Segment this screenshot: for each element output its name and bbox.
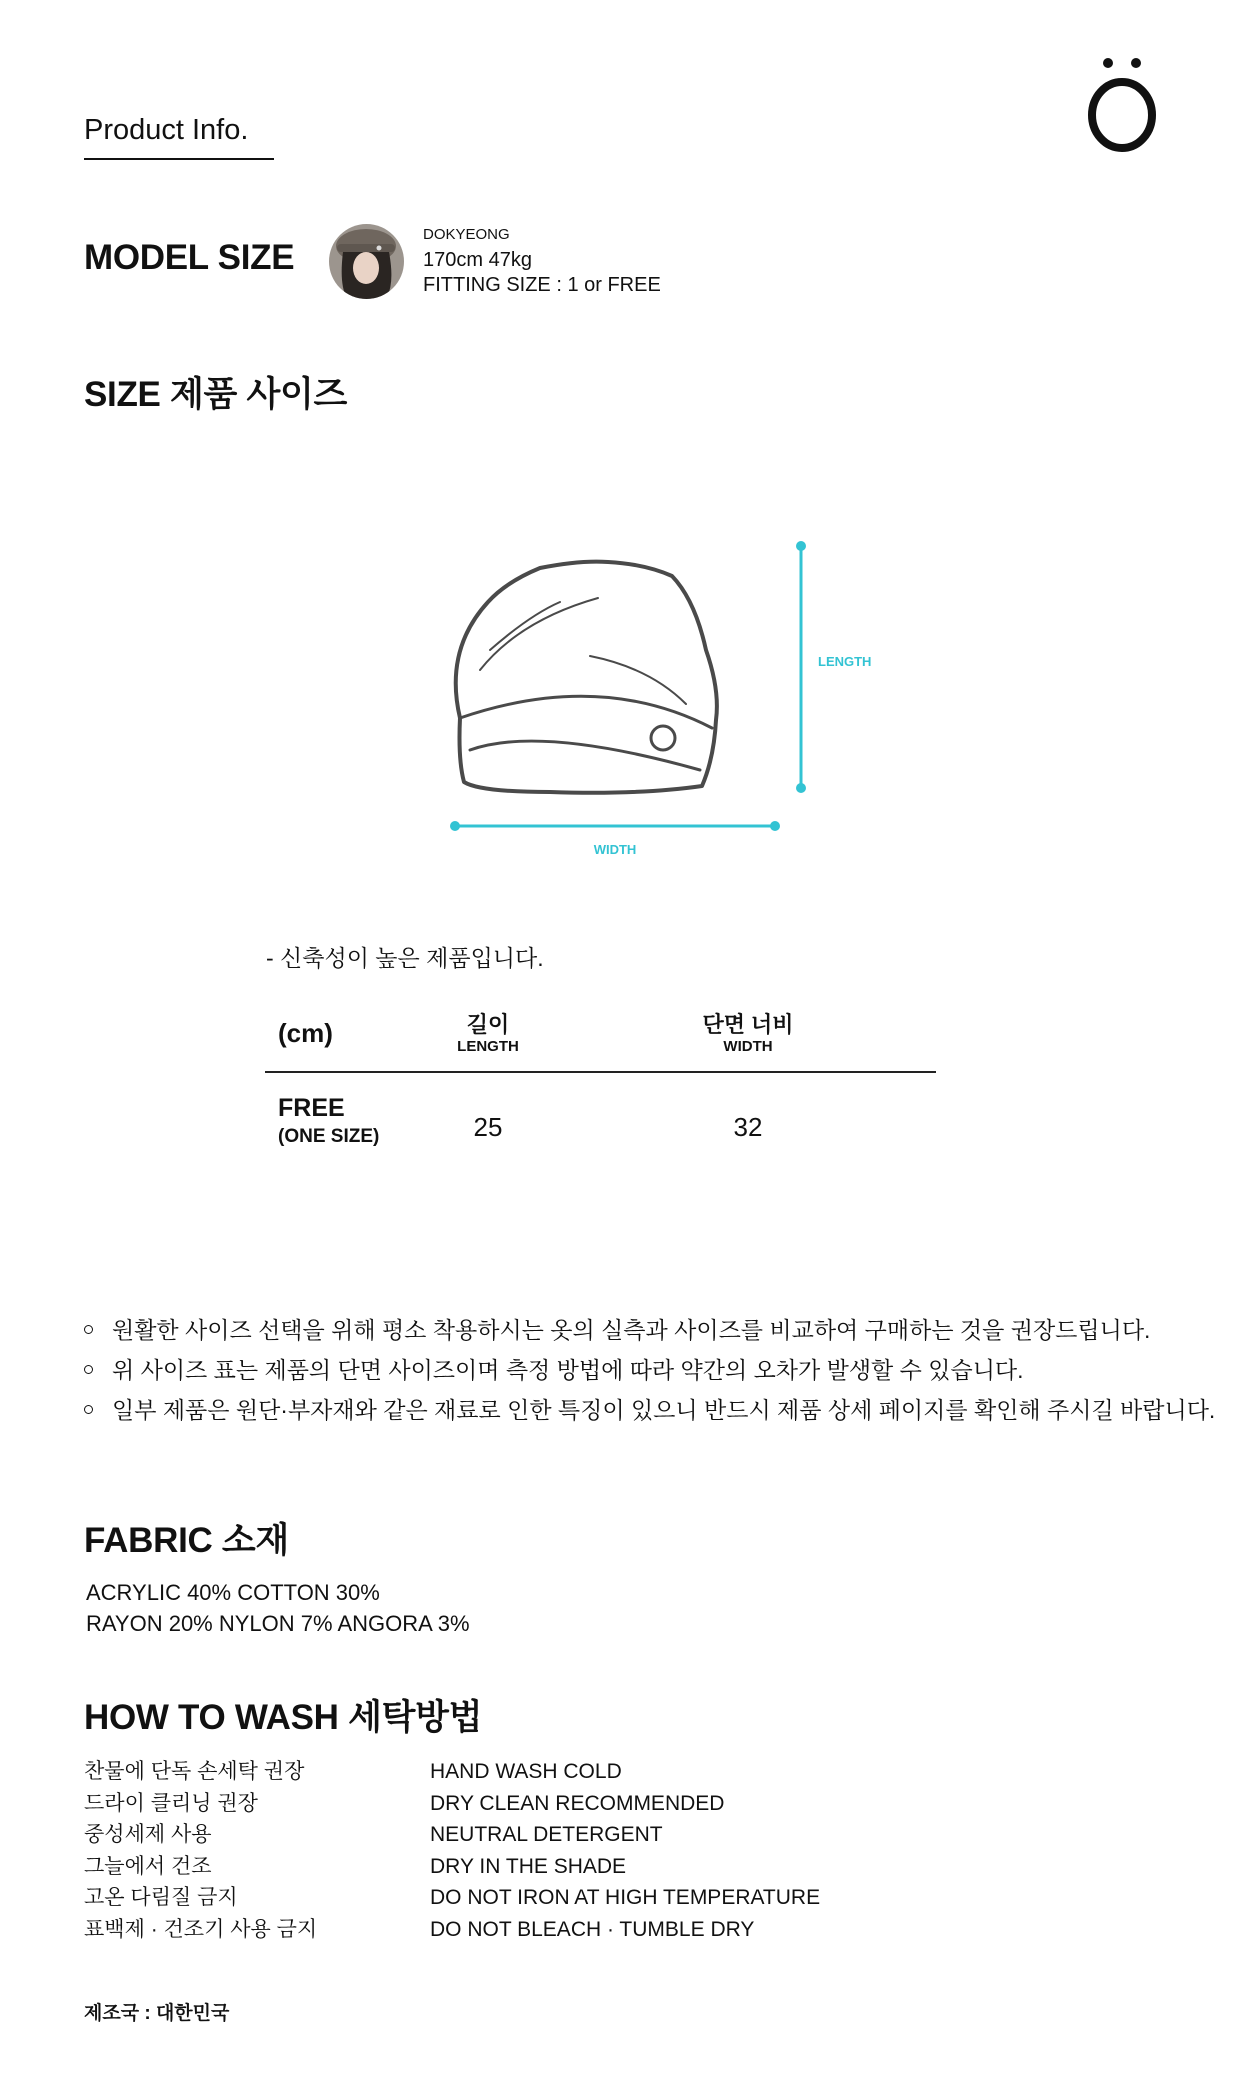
size-row-sublabel: (ONE SIZE) xyxy=(278,1126,380,1147)
length-header-kr: 길이 xyxy=(466,1012,510,1037)
list-item: 드라이 클리닝 권장 xyxy=(84,1791,258,1815)
length-value: 25 xyxy=(473,1112,503,1142)
width-value: 32 xyxy=(733,1112,763,1142)
note-text: 위 사이즈 표는 제품의 단면 사이즈이며 측정 방법에 따라 약간의 오차가 발생할 수 있습니다. xyxy=(112,1357,1024,1383)
page-title: Product Info. xyxy=(84,114,249,146)
model-name: DOKYEONG xyxy=(423,226,510,243)
width-header-en: WIDTH xyxy=(723,1038,773,1055)
list-item: 고온 다림질 금지 xyxy=(84,1886,238,1909)
model-photo xyxy=(329,224,404,299)
list-item: NEUTRAL DETERGENT xyxy=(430,1823,663,1846)
fabric-composition: RAYON 20% NYLON 7% ANGORA 3% xyxy=(86,1611,470,1636)
title-underline xyxy=(84,158,274,160)
model-avatar xyxy=(329,224,404,299)
beanie-illustration xyxy=(456,562,717,793)
list-item xyxy=(84,1310,1224,1350)
table-unit-header: (cm) xyxy=(278,1018,333,1048)
model-fitting-size: FITTING SIZE : 1 or FREE xyxy=(423,274,661,296)
width-label: WIDTH xyxy=(593,842,637,857)
logo-badge-icon xyxy=(651,726,675,750)
brand-logo xyxy=(1082,55,1162,155)
width-dimension xyxy=(450,821,780,831)
beanie-measurement-diagram xyxy=(440,520,880,860)
bullet-icon xyxy=(84,1365,93,1374)
list-item: 중성세제 사용 xyxy=(84,1823,212,1846)
size-notes-list xyxy=(84,1310,1224,1430)
stretch-note: - 신축성이 높은 제품입니다. xyxy=(266,945,544,971)
list-item: DRY IN THE SHADE xyxy=(430,1854,627,1878)
length-dimension xyxy=(796,541,806,793)
model-stats: 170cm 47kg xyxy=(423,249,532,271)
wash-instructions-kr xyxy=(84,1756,404,1945)
table-divider xyxy=(265,1071,936,1073)
note-text: 일부 제품은 원단·부자재와 같은 재료로 인한 특징이 있으니 반드시 제품 상세 페이지를 확인해 주시길 바랍니다. xyxy=(112,1397,1216,1423)
fabric-composition: ACRYLIC 40% COTTON 30% xyxy=(86,1580,380,1605)
country-of-origin: 제조국 : 대한민국 xyxy=(84,2003,230,2024)
width-header-kr: 단면 너비 xyxy=(702,1012,794,1037)
size-heading: SIZE 제품 사이즈 xyxy=(84,375,347,414)
list-item: DO NOT IRON AT HIGH TEMPERATURE xyxy=(430,1886,821,1909)
list-item: HAND WASH COLD xyxy=(430,1760,622,1783)
list-item: 그늘에서 건조 xyxy=(84,1854,212,1878)
note-text: 원활한 사이즈 선택을 위해 평소 착용하시는 옷의 실측과 사이즈를 비교하여 구매하는 것을 권장드립니다. xyxy=(112,1317,1151,1343)
length-header-en: LENGTH xyxy=(457,1038,519,1055)
wash-instructions-en xyxy=(430,1756,1030,1945)
bullet-icon xyxy=(84,1405,93,1414)
list-item xyxy=(84,1390,1224,1430)
list-item: DO NOT BLEACH · TUMBLE DRY xyxy=(430,1917,755,1941)
list-item: 찬물에 단독 손세탁 권장 xyxy=(84,1760,305,1783)
model-size-heading: MODEL SIZE xyxy=(84,238,295,277)
wash-heading: HOW TO WASH 세탁방법 xyxy=(84,1698,483,1737)
bullet-icon xyxy=(84,1325,93,1334)
length-label: LENGTH xyxy=(818,654,872,669)
fabric-heading: FABRIC 소재 xyxy=(84,1521,289,1560)
list-item: DRY CLEAN RECOMMENDED xyxy=(430,1791,725,1815)
size-row-label: FREE xyxy=(278,1094,345,1122)
list-item: 표백제 · 건조기 사용 금지 xyxy=(84,1917,318,1941)
list-item xyxy=(84,1350,1224,1390)
